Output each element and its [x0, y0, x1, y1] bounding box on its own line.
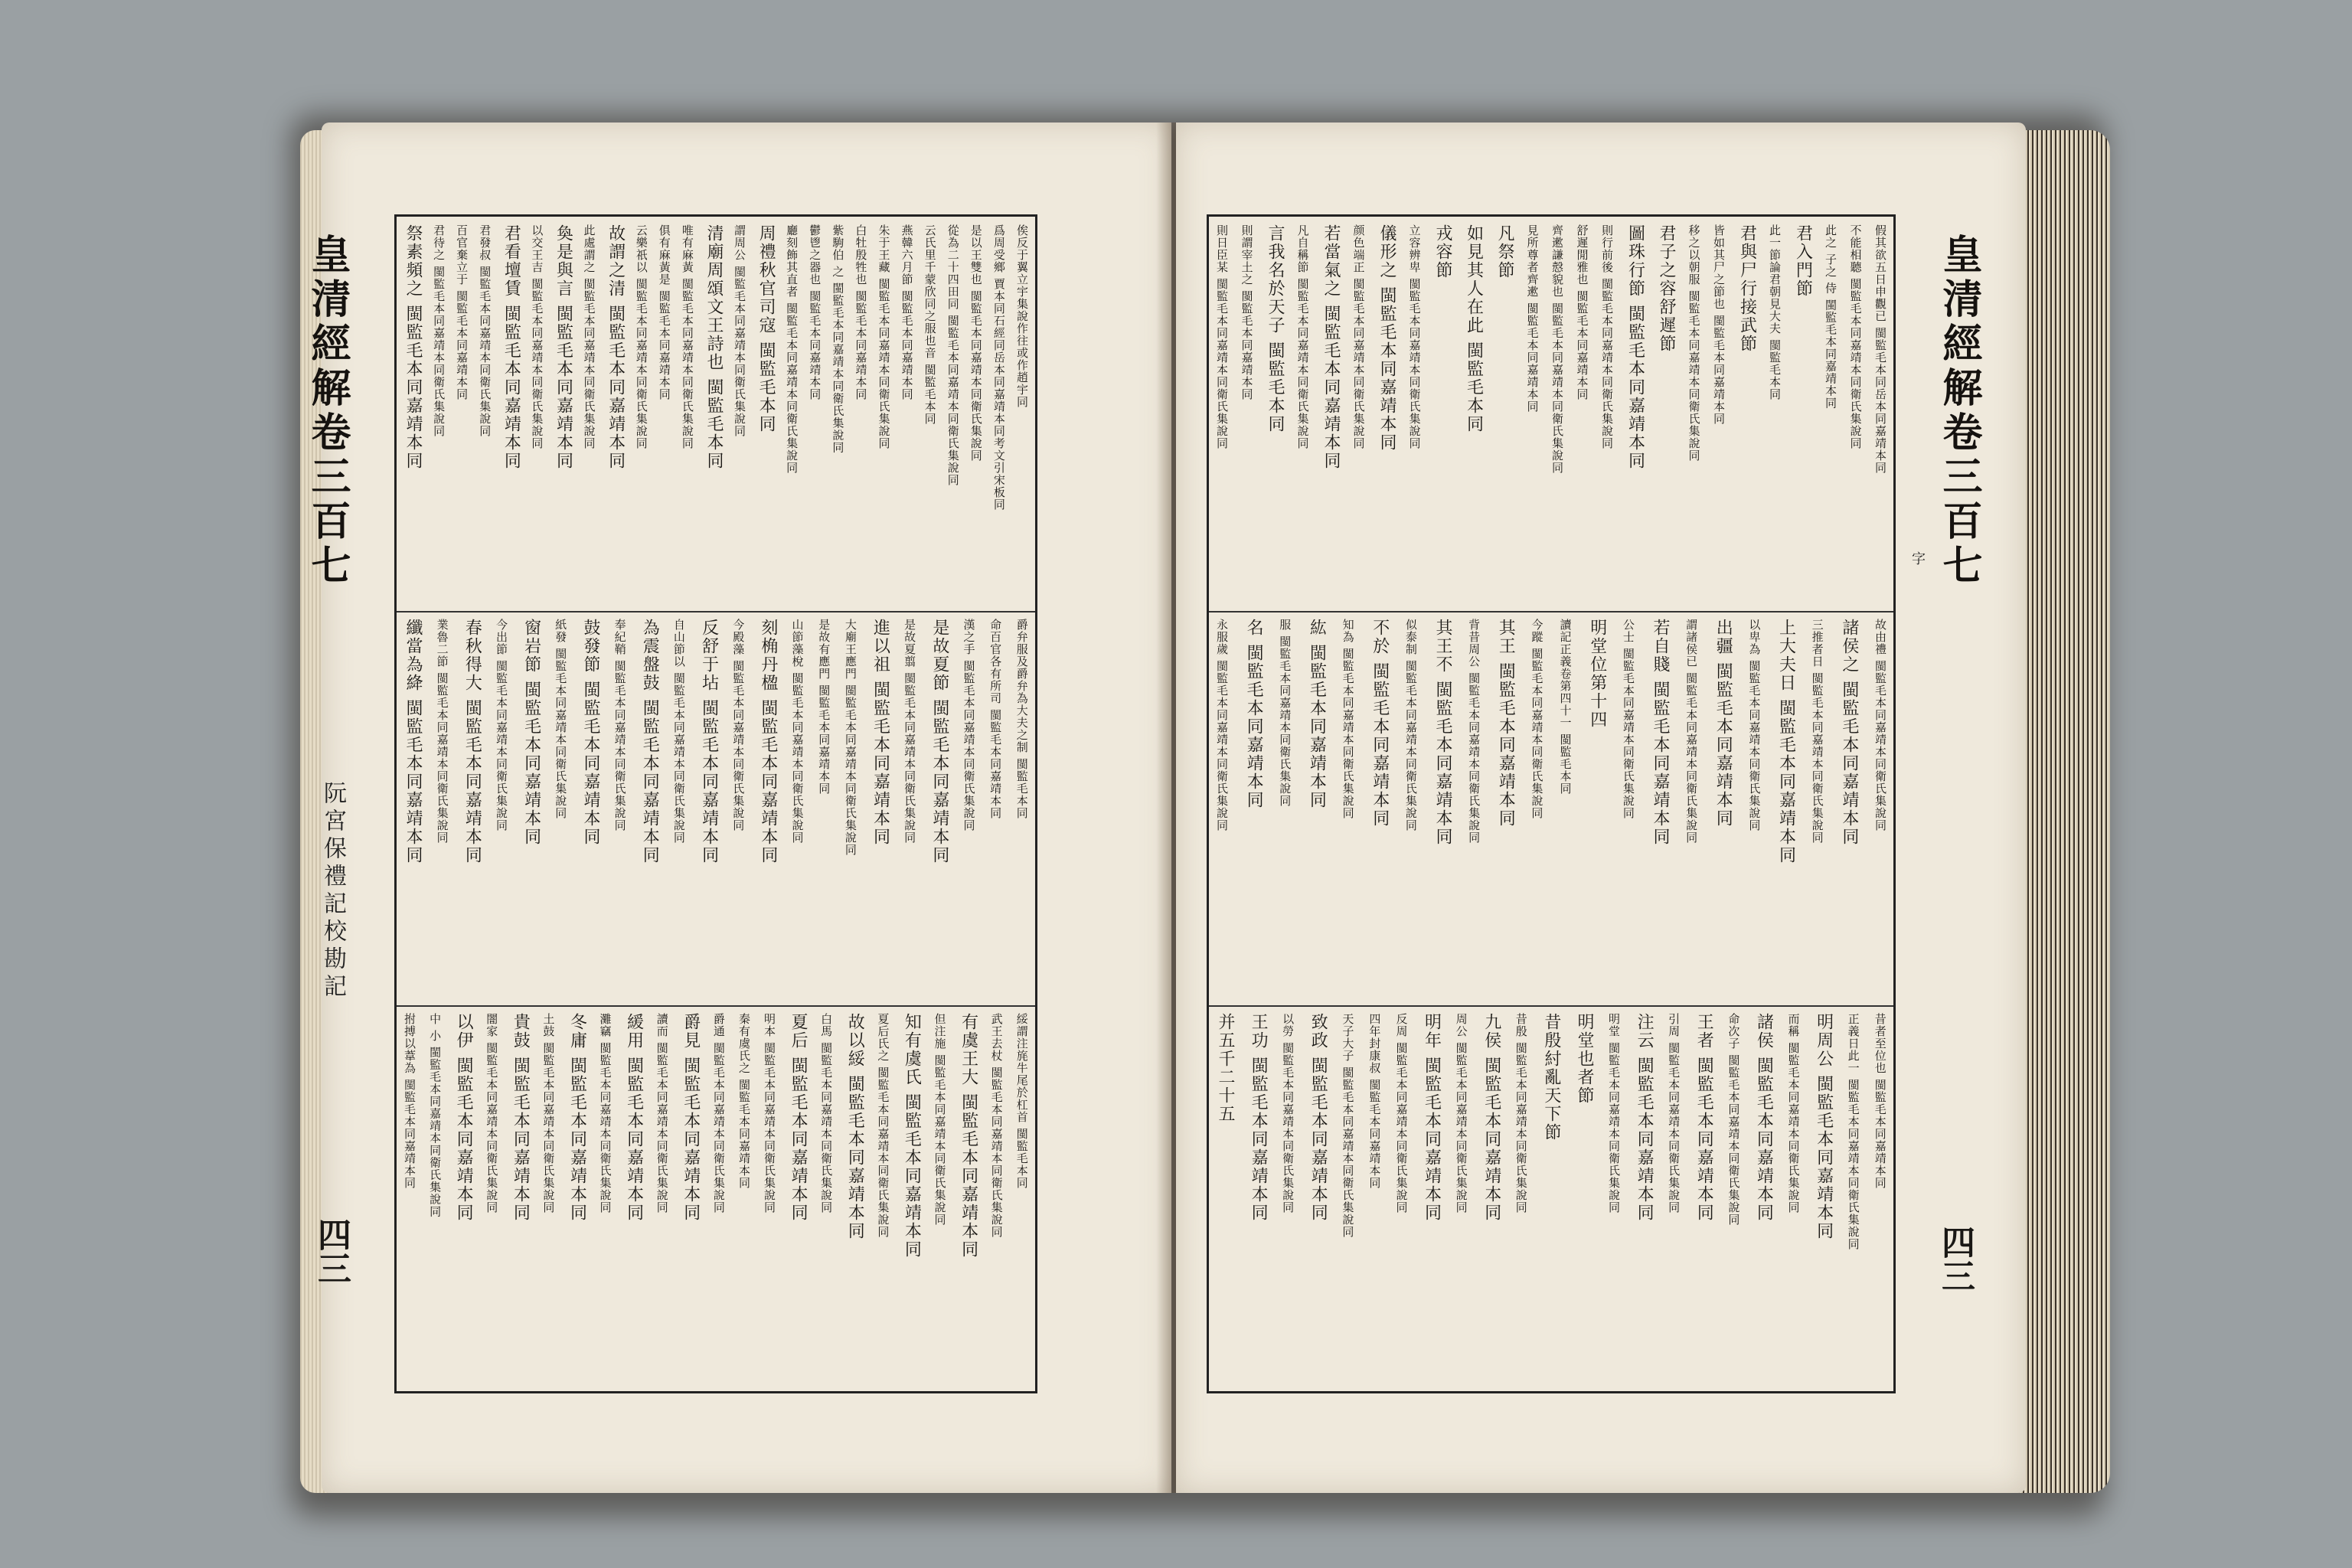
text-column: 明年 閩監毛本同嘉靖本同 [1422, 1013, 1442, 1222]
text-column: 似泰制 閩監毛本同嘉靖本同衛氏集說同 [1403, 619, 1418, 831]
text-column: 凡祭節 [1495, 224, 1514, 279]
text-column: 朱于王藏 閩監毛本同嘉靖本同衛氏集說同 [877, 224, 891, 449]
right-band-middle [1215, 619, 1887, 1001]
text-column: 紫駒伯 之 閩監毛本同嘉靖本同衛氏集說同 [831, 224, 845, 454]
left-band-top [403, 224, 1029, 607]
text-column: 不於 閩監毛本同嘉靖本同 [1370, 619, 1390, 828]
left-band-middle [403, 619, 1029, 1001]
text-column: 立容辨卑 閩監毛本同嘉靖本同衛氏集說同 [1407, 224, 1422, 449]
text-column: 則行前後 閩監毛本同嘉靖本同衛氏集說同 [1600, 224, 1614, 449]
text-column: 緩用 閩監毛本同嘉靖本同 [624, 1013, 644, 1222]
band-divider [397, 611, 1035, 612]
text-column: 則謂宰土之 閩監毛本同嘉靖本同 [1240, 224, 1254, 400]
text-column: 夏后氏之 閩監毛本同嘉靖本同衛氏集說同 [876, 1013, 890, 1238]
text-column: 知有虞氏 閩監毛本同嘉靖本同 [902, 1013, 922, 1259]
text-column: 今蹤 閩監毛本同嘉靖本同衛氏集說同 [1530, 619, 1544, 819]
text-column: 貴鼓 閩監毛本同嘉靖本同 [511, 1013, 531, 1222]
text-column: 假其欲五日申觀已 閩監毛本同岳本同嘉靖本同 [1873, 224, 1887, 474]
text-column: 此處謂之 閩監毛本同嘉靖本同衛氏集說同 [582, 224, 596, 449]
band-divider [397, 1005, 1035, 1007]
right-page-number: 四三 [1936, 1225, 1975, 1292]
text-column: 明堂 閩監毛本同嘉靖本同衛氏集說同 [1607, 1013, 1622, 1214]
text-column: 為震盤鼓 閩監毛本同嘉靖本同 [640, 619, 660, 864]
text-column: 灘竊 閩監毛本同嘉靖本同衛氏集說同 [598, 1013, 612, 1214]
left-header-title: 皇清經解卷三百七 [304, 234, 351, 589]
text-column: 有虞王大 閩監毛本同嘉靖本同 [959, 1013, 978, 1259]
text-column: 白馬 閩監毛本同嘉靖本同衛氏集說同 [819, 1013, 834, 1214]
right-page-frame [1207, 214, 1896, 1393]
text-column: 中 小 閩監毛本同嘉靖本同衛氏集說同 [428, 1013, 443, 1218]
text-column: 諸侯 閩監毛本同嘉靖本同 [1754, 1013, 1774, 1222]
text-column: 命次子 閩監毛本同嘉靖本同衛氏集說同 [1726, 1013, 1741, 1226]
text-column: 謂諸侯已 閩監毛本同嘉靖本同衛氏集說同 [1684, 619, 1699, 844]
text-column: 反舒于坫 閩監毛本同嘉靖本同 [699, 619, 719, 864]
text-column: 今出節 閩監毛本同嘉靖本同衛氏集說同 [494, 619, 508, 831]
text-column: 天子大子 閩監毛本同嘉靖本同衛氏集說同 [1341, 1013, 1355, 1238]
text-column: 齊遬謙慤貌也 閩監毛本同嘉靖本同衛氏集說同 [1550, 224, 1564, 474]
text-column: 但注施 閩監毛本同嘉靖本同衛氏集說同 [933, 1013, 947, 1226]
text-column: 唯有麻黃 閩監毛本同嘉靖本同衛氏集說同 [680, 224, 694, 449]
text-column: 是故夏節 閩監毛本同嘉靖本同 [929, 619, 949, 864]
text-column: 颜色端正 閩監毛本同嘉靖本同衛氏集說同 [1351, 224, 1366, 449]
band-divider [1209, 1005, 1893, 1007]
text-column: 舒遲閒雅也 閩監毛本同嘉靖本同 [1575, 224, 1589, 400]
text-column: 移之以朝服 閩監毛本同嘉靖本同衛氏集說同 [1687, 224, 1701, 462]
text-column: 故由禮 閩監毛本同嘉靖本同衛氏集說同 [1873, 619, 1887, 831]
text-column: 以伊 閩監毛本同嘉靖本同 [454, 1013, 474, 1222]
text-column: 王功 閩監毛本同嘉靖本同 [1249, 1013, 1269, 1222]
text-column: 武王去杖 閩監毛本同嘉靖本同衛氏集說同 [989, 1013, 1004, 1238]
text-column: 知為 閩監毛本同嘉靖本同衛氏集說同 [1341, 619, 1355, 819]
text-column: 昔殷紂亂天下節 [1541, 1013, 1561, 1142]
text-column: 凡自稱節 閩監毛本同嘉靖本同衛氏集說同 [1295, 224, 1310, 449]
text-column: 服 閩監毛本同嘉靖本同衛氏集說同 [1278, 619, 1292, 807]
text-column: 君看壇賃 閩監毛本同嘉靖本同 [501, 224, 521, 470]
text-column: 見所尊者齊遬 閩監毛本同嘉靖本同 [1525, 224, 1540, 413]
text-column: 大廟王應門 閩監毛本同嘉靖本同衛氏集說同 [843, 619, 858, 856]
left-band-bottom [403, 1013, 1029, 1388]
right-header-title: 皇清經解卷三百七 [1936, 234, 1982, 589]
text-column: 戎容節 [1433, 224, 1452, 279]
text-column: 明堂位第十四 [1587, 619, 1607, 729]
text-column: 王者 閩監毛本同嘉靖本同 [1694, 1013, 1714, 1222]
text-column: 祭素頻之 閩監毛本同嘉靖本同 [403, 224, 423, 470]
text-column: 昔者至位也 閩監毛本同嘉靖本同 [1873, 1013, 1887, 1189]
text-column: 若當氣之 閩監毛本同嘉靖本同 [1321, 224, 1341, 470]
text-column: 土鼓 閩監毛本同嘉靖本同衛氏集說同 [541, 1013, 556, 1214]
text-column: 俱有麻黃是 閩監毛本同嘉靖本同 [657, 224, 671, 400]
text-column: 而稱 閩監毛本同嘉靖本同衛氏集說同 [1786, 1013, 1801, 1214]
text-column: 君入門節 [1793, 224, 1813, 298]
left-page [304, 122, 1171, 1493]
text-column: 自山節以 閩監毛本同嘉靖本同衛氏集說同 [671, 619, 686, 844]
text-column: 出疆 閩監毛本同嘉靖本同 [1713, 619, 1733, 828]
left-side-title: 阮宮保禮記校勘記 [319, 781, 346, 1001]
text-column: 明周公 閩監毛本同嘉靖本同 [1814, 1013, 1834, 1240]
text-column: 漢之手 閩監毛本同嘉靖本同衛氏集說同 [962, 619, 976, 831]
text-column: 俟反于翼立宇集說作往或作趙宇同 [1014, 224, 1029, 408]
text-column: 九侯 閩監毛本同嘉靖本同 [1481, 1013, 1501, 1222]
text-column: 爲周受鄉 賈本同石經同岳本同嘉靖本同考文引宋板同 [991, 224, 1006, 511]
text-column: 夏后 閩監毛本同嘉靖本同 [789, 1013, 808, 1222]
text-column: 其王不 閩監毛本同嘉靖本同 [1432, 619, 1452, 846]
text-column: 君與尸行接武節 [1737, 224, 1757, 353]
text-column: 是故有應門 閩監毛本同嘉靖本同 [817, 619, 831, 795]
text-column: 讀而 閩監毛本同嘉靖本同衛氏集說同 [655, 1013, 669, 1214]
text-column: 此一節論君朝見大夫 閩監毛本同 [1768, 224, 1782, 400]
text-column: 春秋得大 閩監毛本同嘉靖本同 [462, 619, 482, 864]
text-column: 謂周公 閩監毛本同嘉靖本同衛氏集說同 [733, 224, 747, 437]
text-column: 鼓發節 閩監毛本同嘉靖本同 [580, 619, 600, 846]
text-column: 云氏里千蒙欣同之服也音 閩監毛本同 [923, 224, 937, 425]
text-column: 致政 閩監毛本同嘉靖本同 [1308, 1013, 1328, 1222]
text-column: 今殿藻 閩監毛本同嘉靖本同衛氏集說同 [731, 619, 746, 831]
text-column: 爵通 閩監毛本同嘉靖本同衛氏集說同 [711, 1013, 726, 1214]
text-column: 明堂也者節 [1574, 1013, 1594, 1105]
text-column: 周公 閩監毛本同嘉靖本同衛氏集說同 [1454, 1013, 1468, 1214]
text-column: 白牡殷牲也 閩監毛本同嘉靖本同 [854, 224, 868, 400]
text-column: 秦有虞氏之 閩監毛本同嘉靖本同 [737, 1013, 751, 1189]
text-column: 諸侯之 閩監毛本同嘉靖本同 [1839, 619, 1859, 846]
text-column: 刻桷丹楹 閩監毛本同嘉靖本同 [758, 619, 778, 864]
text-column: 紘 閩監毛本同嘉靖本同 [1307, 619, 1327, 809]
text-column: 名 閩監毛本同嘉靖本同 [1244, 619, 1264, 809]
text-column: 反周 閩監毛本同嘉靖本同衛氏集說同 [1394, 1013, 1409, 1214]
text-column: 圖珠行節 閩監毛本同嘉靖本同 [1625, 224, 1645, 470]
text-column: 冬庸 閩監毛本同嘉靖本同 [567, 1013, 587, 1222]
text-column: 引周 閩監毛本同嘉靖本同衛氏集說同 [1667, 1013, 1681, 1214]
text-column: 百官棄立于 閩監毛本同嘉靖本同 [455, 224, 469, 400]
text-column: 正義日此一 閩監毛本同嘉靖本同衛氏集說同 [1846, 1013, 1860, 1250]
text-column: 三推者日 閩監毛本同嘉靖本同衛氏集說同 [1810, 619, 1824, 844]
text-column: 永服歲 閩監毛本同嘉靖本同衛氏集說同 [1215, 619, 1229, 831]
text-column: 奐是與言 閩監毛本同嘉靖本同 [554, 224, 573, 470]
text-column: 言我名於天子 閩監毛本同 [1266, 224, 1285, 433]
text-column: 綏謂注旄牛尾於杠首 閩監毛本同 [1014, 1013, 1029, 1189]
text-column: 讀記正義卷第四十一 閩監毛本同 [1558, 619, 1573, 795]
text-column: 君待之 閩監毛本同嘉靖本同衛氏集說同 [432, 224, 446, 437]
text-column: 云樂祇以 閩監毛本同嘉靖本同衛氏集說同 [634, 224, 648, 449]
left-page-number: 四三 [312, 1217, 351, 1285]
text-column: 其王 閩監毛本同嘉靖本同 [1496, 619, 1516, 828]
text-column: 闇家 閩監毛本同嘉靖本同衛氏集說同 [485, 1013, 499, 1214]
text-column: 爵見 閩監毛本同嘉靖本同 [681, 1013, 701, 1222]
text-column: 命百官各有所司 閩監毛本同嘉靖本同 [988, 619, 1003, 819]
text-column: 以交王吉 閩監毛本同嘉靖本同衛氏集說同 [530, 224, 544, 449]
text-column: 公士 閩監毛本同嘉靖本同衛氏集說同 [1621, 619, 1635, 819]
right-band-bottom [1215, 1013, 1887, 1388]
text-column: 以卑為 閩監毛本同嘉靖本同衛氏集說同 [1747, 619, 1762, 831]
text-column: 周禮秋官司寇 閩監毛本同 [756, 224, 776, 433]
text-column: 以勞 閩監毛本同嘉靖本同衛氏集說同 [1281, 1013, 1295, 1214]
text-column: 若自賤 閩監毛本同嘉靖本同 [1650, 619, 1670, 846]
text-column: 并五千二十五 [1216, 1013, 1235, 1123]
text-column: 廳刻飾其直者 閩監毛本同嘉靖本同衛氏集說同 [785, 224, 799, 474]
text-column: 燕韓六月節 閩監毛本同嘉靖本同 [900, 224, 914, 400]
text-column: 故以綏 閩監毛本同嘉靖本同 [845, 1013, 865, 1240]
text-column: 皆如其尸之節也 閩監毛本同嘉靖本同 [1712, 224, 1726, 425]
right-page [1176, 122, 2026, 1493]
text-column: 君發叔 閩監毛本同嘉靖本同衛氏集說同 [478, 224, 492, 437]
text-column: 窗岩節 閩監毛本同嘉靖本同 [521, 619, 541, 846]
text-column: 是故夏翦 閩監毛本同嘉靖本同衛氏集說同 [903, 619, 917, 844]
text-column: 背昔周公 閩監毛本同嘉靖本同衛氏集說同 [1467, 619, 1481, 844]
text-column: 山節藻梲 閩監毛本同嘉靖本同衛氏集說同 [790, 619, 805, 844]
text-column: 爵弁服及爵弁為大夫之制 閩監毛本同 [1014, 619, 1029, 819]
text-column: 鬱鬯之器也 閩監毛本同嘉靖本同 [808, 224, 822, 400]
text-column: 君子之容舒遲節 [1657, 224, 1676, 353]
text-column: 從為二十四田同 閩監毛本同嘉靖本同衛氏集說同 [946, 224, 960, 486]
left-page-frame [394, 214, 1037, 1393]
right-margin-mark: 字 [1909, 551, 1926, 570]
text-column: 昔殷 閩監毛本同嘉靖本同衛氏集說同 [1514, 1013, 1528, 1214]
text-column: 上大夫日 閩監毛本同嘉靖本同 [1776, 619, 1796, 864]
text-column: 注云 閩監毛本同嘉靖本同 [1635, 1013, 1655, 1222]
band-divider [1209, 611, 1893, 612]
right-band-top [1215, 224, 1887, 607]
text-column: 則日臣某 閩監毛本同嘉靖本同衛氏集說同 [1215, 224, 1229, 449]
text-column: 業魯二節 閩監毛本同嘉靖本同衛氏集說同 [435, 619, 449, 844]
text-column: 四年封康叔 閩監毛本同嘉靖本同 [1367, 1013, 1382, 1189]
text-column: 拊搏以葦為 閩監毛本同嘉靖本同 [403, 1013, 416, 1189]
text-column: 儀形之 閩監毛本同嘉靖本同 [1377, 224, 1396, 452]
text-column: 紙發 閩監毛本同嘉靖本同衛氏集說同 [554, 619, 568, 819]
text-column: 奉紀鞘 閩監毛本同嘉靖本同衛氏集說同 [612, 619, 627, 831]
text-column: 纖當為絳 閩監毛本同嘉靖本同 [403, 619, 423, 864]
text-column: 故謂之清 閩監毛本同嘉靖本同 [606, 224, 626, 470]
right-page-edge [2018, 130, 2110, 1493]
text-column: 不能相聽 閩監毛本同嘉靖本同衛氏集說同 [1848, 224, 1863, 449]
text-column: 明本 閩監毛本同嘉靖本同衛氏集說同 [763, 1013, 777, 1214]
text-column: 如見其人在此 閩監毛本同 [1464, 224, 1484, 433]
text-column: 是以王雙也 閩監毛本同嘉靖本同衛氏集說同 [969, 224, 983, 462]
text-column: 進以祖 閩監毛本同嘉靖本同 [871, 619, 890, 846]
text-column: 清廟周頌文王詩也 閩監毛本同 [704, 224, 724, 470]
text-column: 此之 子之 侍 閩監毛本同嘉靖本同 [1824, 224, 1838, 410]
